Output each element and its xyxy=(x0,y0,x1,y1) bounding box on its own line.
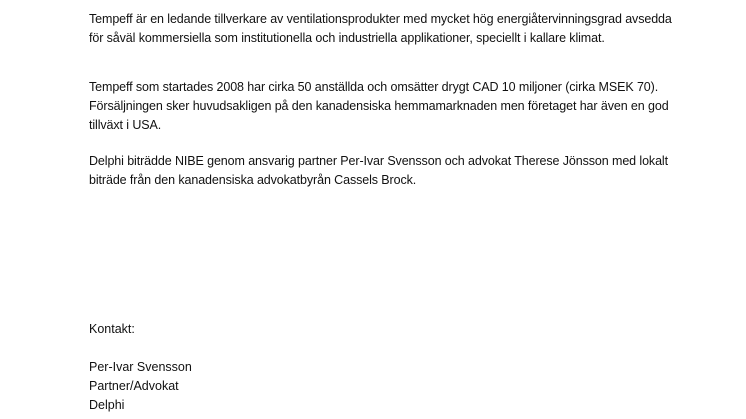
contact-label: Kontakt: xyxy=(89,322,135,336)
paragraph-company-description: Tempeff är en ledande tillverkare av ventilationsprodukter med mycket hög energiåtervinningsgrad avsedda för såväl kommersiella som institutionella och industriella applikationer, speciellt i kallare klimat. xyxy=(89,12,672,45)
contact-firm: Delphi xyxy=(89,398,125,412)
contact-name: Per-Ivar Svensson xyxy=(89,360,192,374)
paragraph-legal-counsel: Delphi biträdde NIBE genom ansvarig partner Per-Ivar Svensson och advokat Therese Jönsson med lokalt biträde från den kanadensiska advokatbyrån Cassels Brock. xyxy=(89,154,668,187)
contact-title: Partner/Advokat xyxy=(89,379,179,393)
paragraph-company-facts: Tempeff som startades 2008 har cirka 50 anställda och omsätter drygt CAD 10 miljoner (cirka MSEK 70). Försäljningen sker huvudsakligen på den kanadensiska hemmamarknaden men företaget har även en god tillväxt i USA. xyxy=(89,80,669,132)
contact-block xyxy=(89,358,192,415)
